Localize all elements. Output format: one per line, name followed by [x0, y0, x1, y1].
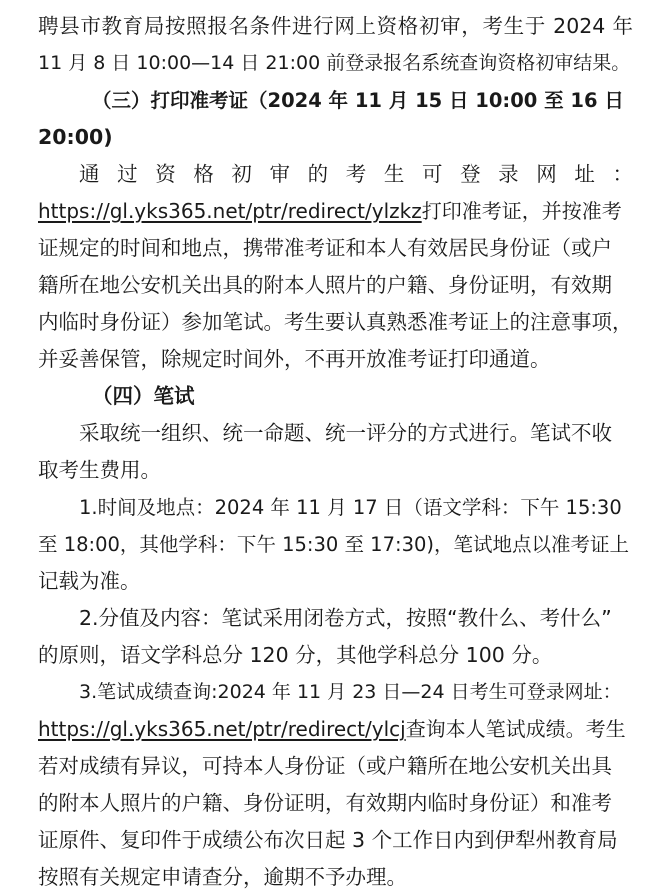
paragraph-line: 内临时身份证）参加笔试。考生要认真熟悉准考证上的注意事项，: [38, 310, 633, 334]
paragraph-line: 按照有关规定申请查分，逾期不予办理。: [38, 865, 407, 889]
paragraph-text: 打印准考证，并按准考: [421, 199, 622, 223]
paragraph-line: 1.时间及地点：2024 年 11 月 17 日（语文学科：下午 15:30: [79, 496, 622, 519]
paragraph-line: 11 月 8 日 10:00—14 日 21:00 前登录报名系统查询资格初审结果。: [38, 52, 631, 74]
paragraph-line: 3.笔试成绩查询:2024 年 11 月 23 日—24 日考生可登录网址：: [79, 681, 622, 703]
paragraph-line: 取考生费用。: [38, 458, 161, 482]
paragraph-line: 并妥善保管，除规定时间外，不再开放准考证打印通道。: [38, 347, 551, 371]
score-query-link[interactable]: https://gl.yks365.net/ptr/redirect/ylcj: [38, 717, 406, 741]
paragraph-text: 查询本人笔试成绩。考生: [405, 717, 626, 741]
section-heading-print-admission-ticket: （三）打印准考证（2024 年 11 月 15 日 10:00 至 16 日: [92, 89, 624, 112]
paragraph-line: 若对成绩有异议，可持本人身份证（或户籍所在地公安机关出具: [38, 754, 612, 778]
paragraph-line: 聘县市教育局按照报名条件进行网上资格初审，考生于 2024 年: [38, 14, 633, 38]
paragraph-line: 记载为准。: [38, 569, 141, 593]
paragraph-line-with-link: [38, 193, 633, 230]
admission-ticket-link[interactable]: https://gl.yks365.net/ptr/redirect/ylzkz: [38, 199, 422, 223]
paragraph-line: 证规定的时间和地点，携带准考证和本人有效居民身份证（或户: [38, 236, 612, 260]
section-heading-continuation: 20:00): [38, 125, 113, 149]
paragraph-line: 至 18:00，其他学科：下午 15:30 至 17:30)，笔试地点以准考证上: [38, 533, 629, 556]
paragraph-line: 通 过 资 格 初 审 的 考 生 可 登 录 网 址 ：: [79, 162, 633, 186]
paragraph-line: 2.分值及内容：笔试采用闭卷方式，按照“教什么、考什么”: [79, 606, 612, 630]
section-heading-written-exam: （四）笔试: [92, 384, 195, 408]
paragraph-line-with-link: [38, 711, 633, 748]
paragraph-line: 的附本人照片的户籍、身份证明，有效期内临时身份证）和准考: [38, 791, 612, 815]
paragraph-line: 的原则，语文学科总分 120 分，其他学科总分 100 分。: [38, 643, 553, 667]
paragraph-line: 籍所在地公安机关出具的附本人照片的户籍、身份证明，有效期: [38, 273, 612, 297]
paragraph-line: 证原件、复印件于成绩公布次日起 3 个工作日内到伊犁州教育局: [38, 828, 618, 852]
paragraph-line: 采取统一组织、统一命题、统一评分的方式进行。笔试不收: [79, 421, 612, 445]
